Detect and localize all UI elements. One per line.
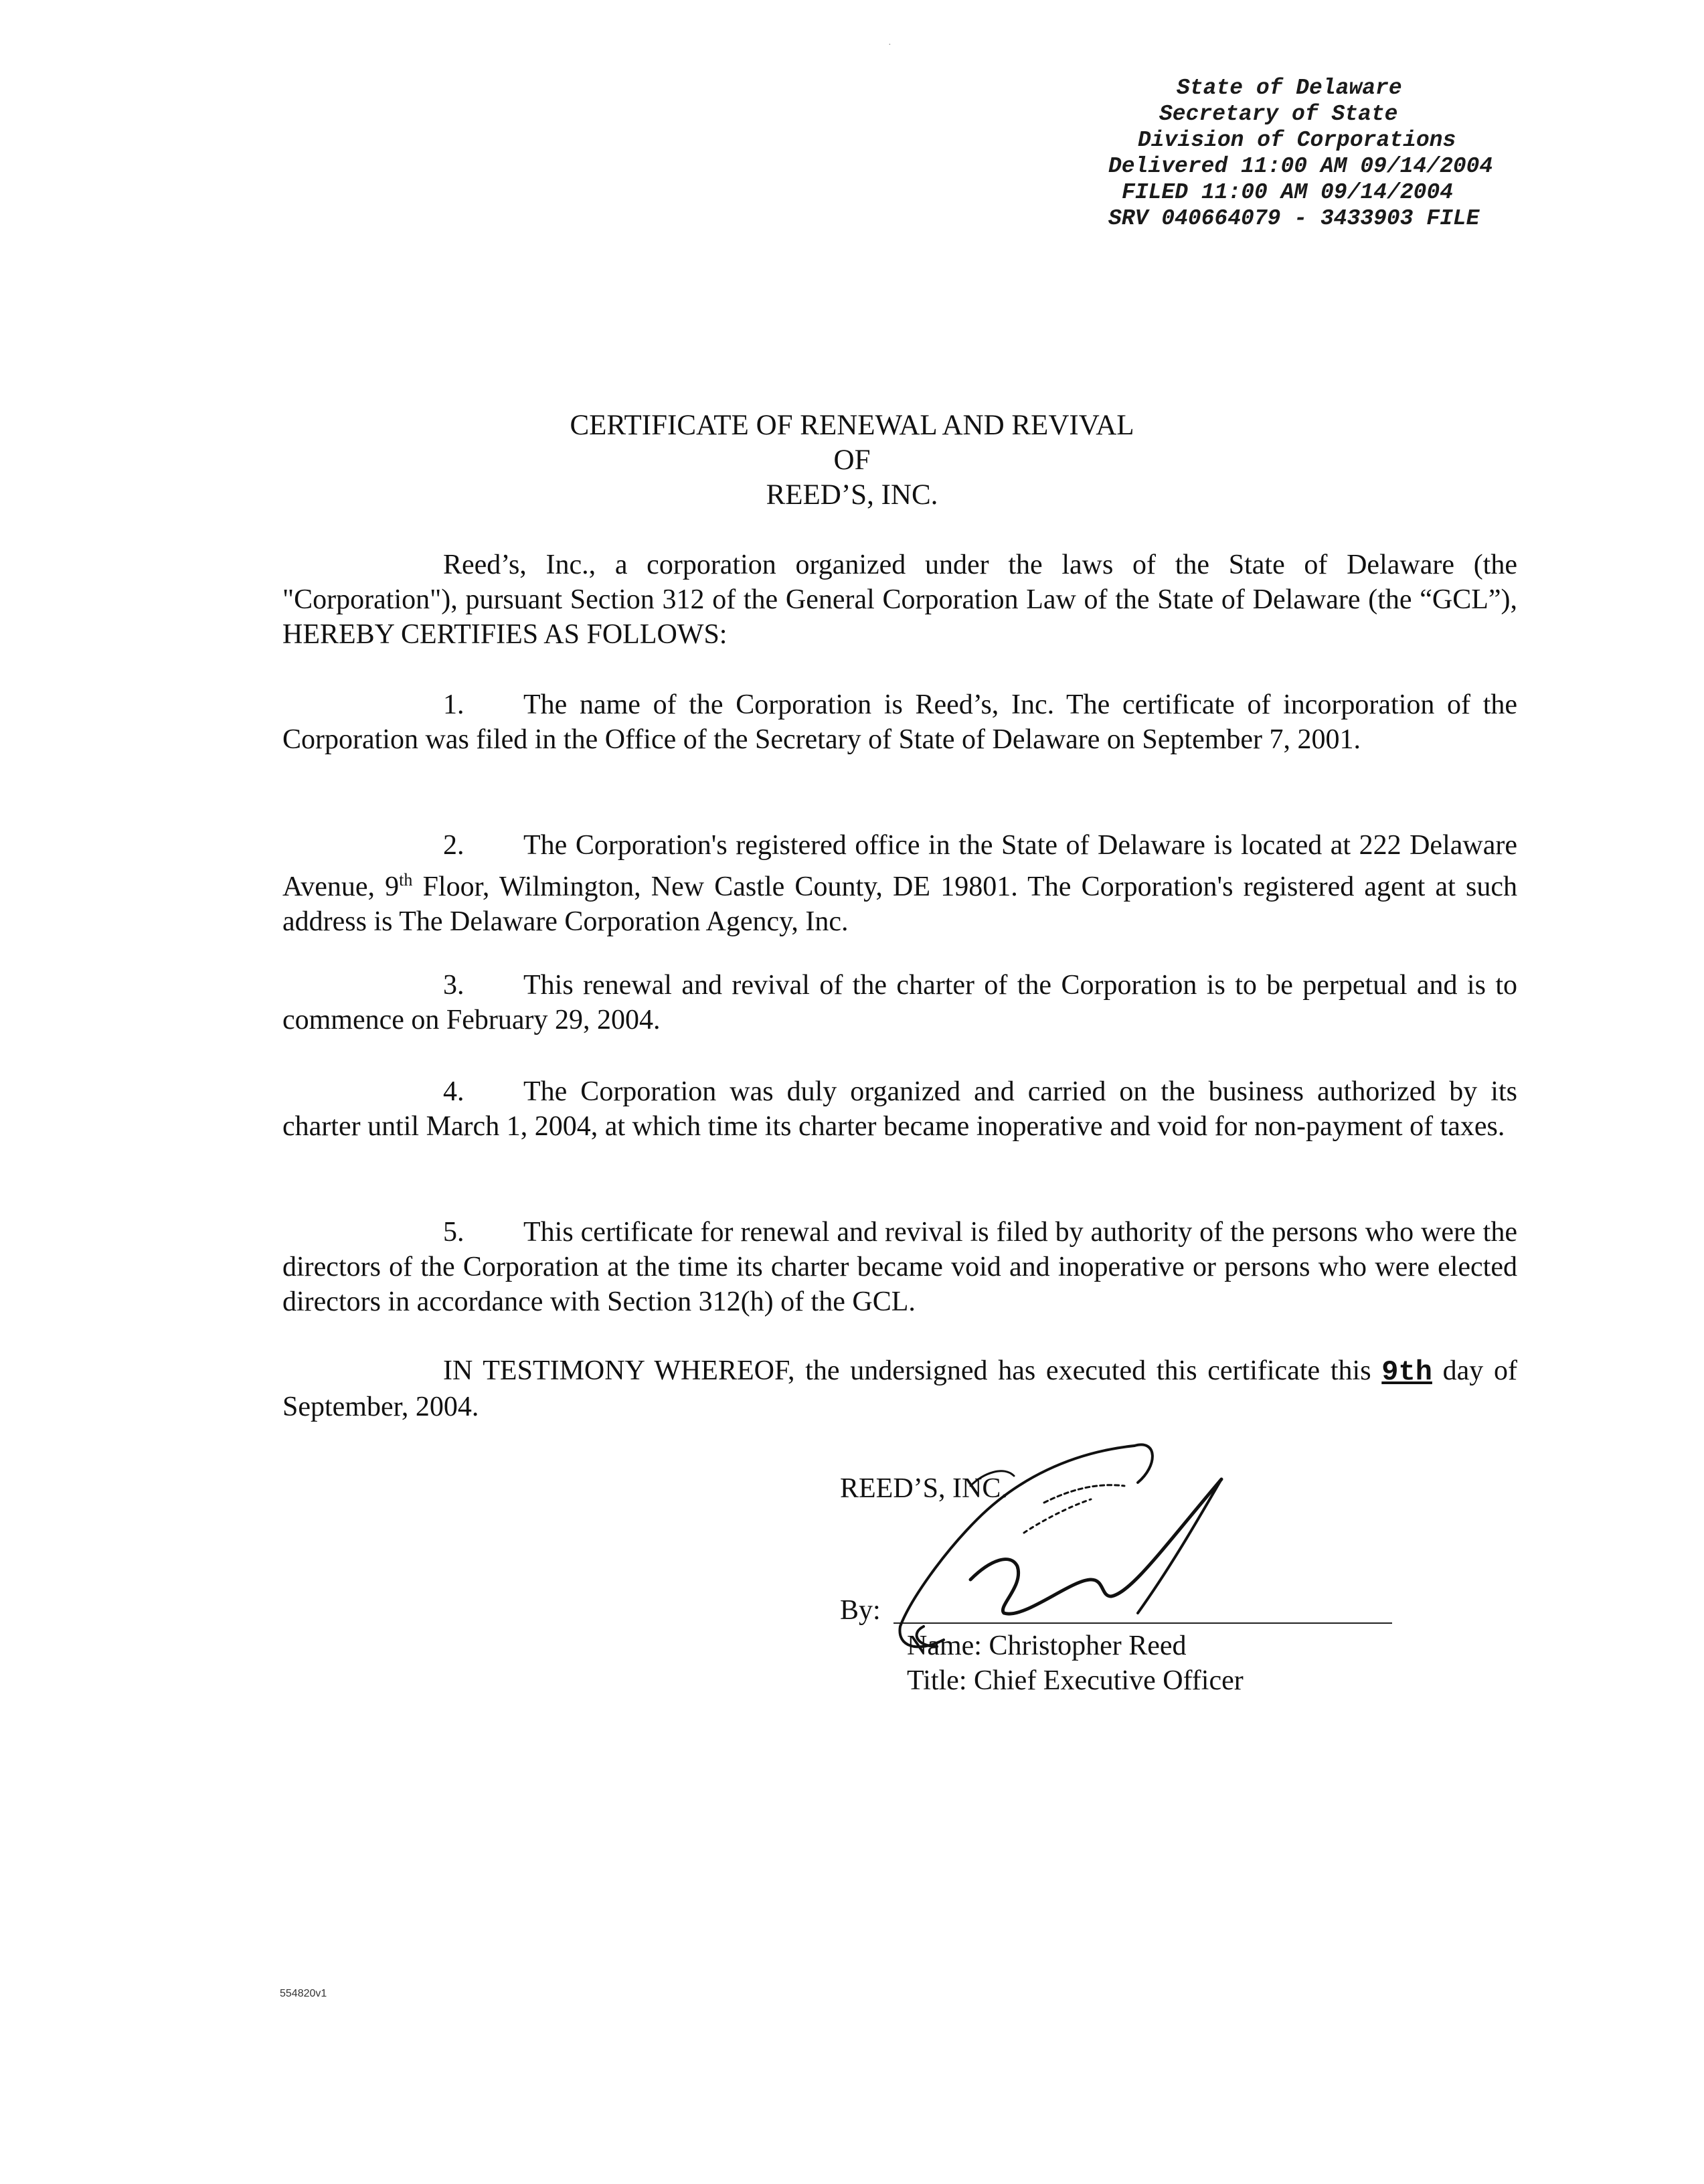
- handwritten-signature: [870, 1426, 1245, 1680]
- stamp-line-state: State of Delaware: [1177, 76, 1402, 100]
- signature-by-label: By:: [840, 1595, 881, 1626]
- paragraph-5-text: This certificate for renewal and revival is filed by authority of the persons who were the directors of the Corporation at the time its charter became void and inoperative or persons who were elected directors in accordance with Section 312(h) of the GCL.: [282, 1217, 1517, 1317]
- paragraph-1: [282, 687, 1517, 757]
- paragraph-2-text-after: Floor, Wilmington, New Castle County, DE 19801. The Corporation's registered agent at such address is The Delaware Corporation Agency, Inc.: [282, 871, 1517, 937]
- paragraph-2-superscript: th: [399, 870, 413, 890]
- paragraph-2-number: 2.: [443, 830, 464, 861]
- stamp-line-division: Division of Corporations: [1138, 128, 1456, 153]
- testimony-text-after: day of September, 2004.: [282, 1355, 1517, 1422]
- intro-paragraph: Reed’s, Inc., a corporation organized under the laws of the State of Delaware (the "Corporation"), pursuant Section 312 of the General Corporation Law of the State of Delaware (the “GCL”), HEREBY CERTIFIES AS FOLLOWS:: [282, 550, 1517, 650]
- signatory-title: Title: Chief Executive Officer: [907, 1665, 1244, 1696]
- testimony-day: 9th: [1381, 1356, 1432, 1388]
- title-line-2: OF: [833, 444, 871, 476]
- paragraph-2: [282, 828, 1517, 939]
- paragraph-5: [282, 1215, 1517, 1319]
- paragraph-1-text: The name of the Corporation is Reed’s, Inc. The certificate of incorporation of the Corporation was filed in the Office of the Secretary of State of Delaware on September 7, 2001.: [282, 689, 1517, 755]
- title-line-1: CERTIFICATE OF RENEWAL AND REVIVAL: [570, 410, 1134, 441]
- document-title: [0, 408, 1704, 513]
- signatory-name: Name: Christopher Reed: [907, 1630, 1187, 1661]
- testimony-paragraph: [282, 1353, 1517, 1424]
- paragraph-4: [282, 1074, 1517, 1144]
- filing-stamp: [1108, 75, 1573, 232]
- paragraph-5-number: 5.: [443, 1217, 464, 1248]
- scan-speck: ·: [888, 40, 891, 50]
- title-line-3: REED’S, INC.: [766, 479, 938, 511]
- document-id-code: 554820v1: [280, 1988, 327, 1999]
- stamp-line-filed: FILED 11:00 AM 09/14/2004: [1122, 180, 1454, 205]
- paragraph-1-number: 1.: [443, 689, 464, 720]
- paragraph-4-text: The Corporation was duly organized and carried on the business authorized by its charter until March 1, 2004, at which time its charter became inoperative and void for non-payment of taxes.: [282, 1076, 1517, 1142]
- paragraph-2-text-before: The Corporation's registered office in the State of Delaware is located at 222 Delaware Avenue, 9: [282, 830, 1517, 902]
- paragraph-3: [282, 968, 1517, 1037]
- testimony-text-before: IN TESTIMONY WHEREOF, the undersigned has executed this certificate this: [443, 1355, 1382, 1386]
- stamp-line-secretary: Secretary of State: [1159, 102, 1398, 127]
- signature-company: REED’S, INC.: [840, 1473, 1008, 1504]
- paragraph-3-text: This renewal and revival of the charter of the Corporation is to be perpetual and is to commence on February 29, 2004.: [282, 970, 1517, 1035]
- stamp-line-delivered: Delivered 11:00 AM 09/14/2004: [1108, 154, 1493, 179]
- paragraph-4-number: 4.: [443, 1076, 464, 1107]
- stamp-line-srv: SRV 040664079 - 3433903 FILE: [1108, 206, 1480, 231]
- paragraph-3-number: 3.: [443, 970, 464, 1001]
